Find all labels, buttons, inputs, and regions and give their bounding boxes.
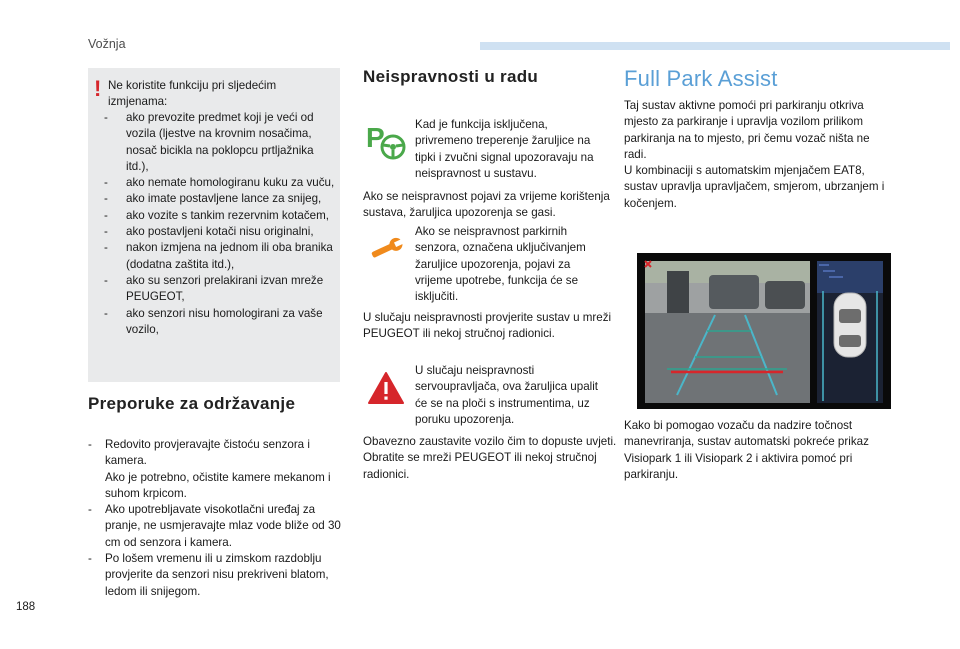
- warning-triangle-icon: [367, 371, 405, 405]
- header-accent-bar: [480, 42, 950, 50]
- faults-paragraph-3: Obavezno zaustavite vozilo čim to dopuste uvjeti. Obratite se mreži PEUGEOT ili nekoj stručnoj radionici.: [363, 435, 617, 481]
- list-item: - ako senzori nisu homologirani za vaše vozilo,: [104, 306, 323, 336]
- list-item: - Po lošem vremenu ili u zimskom razdoblju provjerite da senzori nisu prekriveni blatom, ledom ili snijegom.: [88, 552, 329, 598]
- page-number: 188: [16, 601, 36, 613]
- svg-text:P: P: [366, 122, 385, 153]
- header-section-label: Vožnja: [88, 37, 126, 51]
- full-park-assist-heading: Full Park Assist: [624, 66, 778, 91]
- list-item: - ako imate postavljene lance za snijeg,: [104, 192, 322, 206]
- list-item: - ako su senzori prelakirani izvan mreže PEUGEOT,: [104, 273, 324, 304]
- p-icon-text: Kad je funkcija isključena, privremeno treperenje žaruljice na tipki i zvučni signal upozoravaju na neispravnost u sustavu.: [415, 118, 594, 180]
- camera-view-illustration: [637, 253, 891, 409]
- list-item: - nakon izmjena na jednom ili oba branika (dodatna zaštita itd.),: [104, 241, 333, 271]
- warning-list: [104, 110, 336, 338]
- maintenance-list: [88, 437, 344, 600]
- maintenance-heading: Preporuke za održavanje: [88, 394, 296, 413]
- list-item: - ako postavljeni kotači nisu originalni,: [104, 225, 314, 239]
- triangle-icon-text: U slučaju neispravnosti servoupravljača, ova žaruljica upalit će se na ploči s instrumentima, uz poruku upozorenja.: [415, 364, 599, 426]
- list-item: - ako nemate homologiranu kuku za vuču,: [104, 176, 335, 190]
- exclamation-icon: !: [94, 76, 102, 101]
- wrench-icon-text: Ako se neispravnost parkirnih senzora, označena uključivanjem žaruljice upozorenja, pojavi za vrijeme upotrebe, funkcija će se isključiti.: [415, 225, 586, 304]
- warning-intro: Ne koristite funkciju pri sljedećim izmjenama:: [108, 79, 277, 109]
- list-item: - ako prevozite predmet koji je veći od vozila (ljestve na krovnim nosačima, nosač bicikla na poklopcu prtljažnika itd.),: [104, 111, 314, 173]
- fpa-paragraph-2: U kombinaciji s automatskim mjenjačem EAT8, sustav upravlja upravljačem, smjerom, ubrzanjem i kočenjem.: [624, 164, 885, 210]
- list-item: - Ako upotrebljavate visokotlačni uređaj za pranje, ne usmjeravajte mlaz vode bliže od 30 cm od senzora i kamera.: [88, 503, 341, 549]
- faults-paragraph-2: U slučaju neispravnosti provjerite sustav u mreži PEUGEOT ili nekoj stručnoj radionici.: [363, 311, 612, 341]
- fpa-paragraph-1: Taj sustav aktivne pomoći pri parkiranju otkriva mjesto za parkiranje i upravlja vozilom prilikom parkiranja na to mjesto, pri čemu vozač ništa ne radi.: [624, 99, 870, 161]
- p-steering-wheel-icon: [366, 121, 408, 161]
- faults-paragraph-1: Ako se neispravnost pojavi za vrijeme korištenja sustava, žaruljica upozorenja se gasi.: [363, 190, 610, 220]
- list-item: - Redovito provjeravajte čistoću senzora i kamera. Ako je potrebno, očistite kamere mekanom i suhom krpicom.: [88, 438, 331, 500]
- wrench-icon: [368, 236, 404, 262]
- fpa-paragraph-3: Kako bi pomogao vozaču da nadzire točnost manevriranja, sustav automatski pokreće prikaz Visiopark 1 ili Visiopark 2 i aktivira pomoć pri parkiranju.: [624, 419, 869, 481]
- faults-heading: Neispravnosti u radu: [363, 67, 539, 86]
- list-item: - ako vozite s tankim rezervnim kotačem,: [104, 208, 329, 222]
- camera-view-image: [637, 253, 891, 409]
